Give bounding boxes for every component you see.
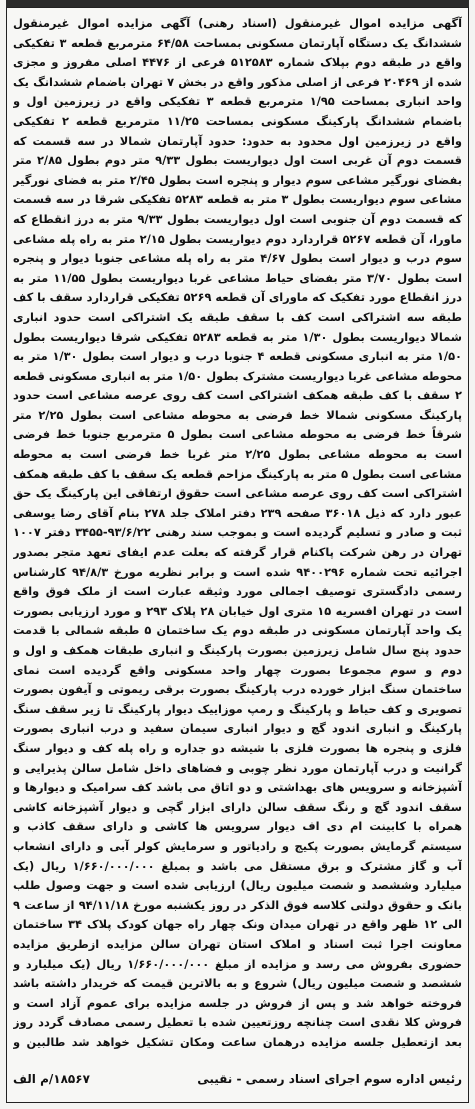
auction-notice-frame	[6, 7, 469, 1103]
auction-notice-body: آگهی مزایده اموال غیرمنقول (اسناد رهنی) آگهی مزایده اموال غیرمنقول ششدانگ یک دستگاه آپارتمان مسکونی بمساحت ۶۴/۵۸ مترمربع قطعه ۳ تفکیکی واقع در طبقه دوم بپلاک شماره ۵۱۲۵۸۳ فرعی از ۴۴۷۶ اصلی مفروز و مجزی شده از ۲۰۴۶۹ فرعی از اصلی مذکور واقع در بخش ۷ تهران باضمام ششدانگ یک واحد انباری بمساحت ۱/۹۵ مترمربع قطعه ۳ تفکیکی واقع در زیرزمین اول و باضمام ششدانگ پارکینگ مسکونی بمساحت ۱۱/۲۵ مترمربع قطعه ۲ تفکیکی واقع در زیرزمین اول محدود به حدود: حدود آپارتمان شمالا در سه قسمت که قسمت دوم آن غربی است اول دیواریست بطول ۹/۳۳ متر دوم بطول ۲/۸۵ متر بفضای نورگیر مشاعی سوم دیوار و پنجره است بطول ۲/۴۵ متر به فضای نورگیر مشاعی سوم دیواریست بطول ۳ متر به قطعه ۵۲۸۳ تفکیکی شرقا در سه قسمت که قسمت دوم آن جنوبی است اول دیواریست بطول ۹/۳۳ متر به درز انقطاع که ماورا، آن قطعه ۵۲۶۷ قراردارد دوم دیواریست بطول ۲/۱۵ متر به راه پله مشاعی سوم درب و دیوار است بطول ۴/۶۷ متر به راه پله مشاعی جنوبا دیوار و پنجره است بطول ۳/۷۰ متر بفضای حیاط مشاعی غربا دیواریست بطول ۱۱/۵۵ متر به درز انقطاع مورد تفکیک که ماورای آن قطعه ۵۲۶۹ تفکیکی قراردارد سقف با کف طبقه سه اشتراکی است کف با سقف طبقه یک اشتراکی است حدود انباری شمالا دیواریست بطول ۱/۳۰ متر به قطعه ۵۲۸۳ تفکیکی شرقا دیواریست بطول ۱/۵۰ متر به انباری مسکونی قطعه ۴ جنوبا درب و دیوار است بطول ۱/۳۰ متر به محوطه مشاعی غربا دیواریست مشترک بطول ۱/۵۰ متر به انباری مسکونی قطعه ۲ سقف با کف طبقه همکف اشتراکی است کف روی عرصه مشاعی است حدود پارکینگ مسکونی شمالا خط فرضی به محوطه مشاعی است بطول ۲/۲۵ متر شرقاً خط فرضی به محوطه مشاعی است بطول ۵ مترمربع جنوبا خط فرضی است به محوطه مشاعی بطول ۲/۲۵ متر غربا خط فرضی است به محوطه مشاعی است بطول ۵ متر به پارکینگ مزاحم قطعه یک سقف با کف طبقه همکف اشتراکی است کف روی عرصه مشاعی است حقوق ارتفاقی این پارکینگ یک حق عبور دارد که ذیل ۳۶۰۱۸ صفحه ۲۳۹ دفتر املاک جلد ۲۷۸ بنام آقای رضا یوسفی ثبت و صادر و تسلیم گردیده است و بموجب سند رهنی ۹۳/۶/۲۲-۳۴۵۵ دفتر ۱۰۰۷ تهران در رهن شرکت پاکنام قرار گرفته که بعلت عدم ایفای تعهد متجر بصدور اجرائیه تحت شماره ۹۴۰۰۲۹۶ شده است و برابر نظریه مورخ ۹۴/۸/۳ کارشناس رسمی دادگستری توصیف اجمالی مورد وثیقه عبارت است از ملک فوق واقع است در تهران افسریه ۱۵ متری اول خیابان ۲۸ پلاک ۲۹۳ و مورد ارزیابی بصورت یک واحد آپارتمان مسکونی در طبقه دوم یک ساختمان ۵ طبقه شمالی با قدمت حدود پنج سال شامل زیرزمین بصورت پارکینگ و انباری طبقات همکف و اول و دوم و سوم مجموعا بصورت چهار واحد مسکونی واقع گردیده است نمای ساختمان سنگ ابزار خورده درب پارکینگ بصورت برقی ریموتی و آیفون بصورت تصویری و کف حیاط و پارکینگ و رمپ موزاییک دیوار پارکینگ تا زیر سقف سنگ پارکینگ و انباری اندود گچ و دیوار انباری سیمان سفید و درب انباری بصورت فلزی و پنجره ها بصورت فلزی با شیشه دو جداره و راه پله کف و دیوار سنگ گرانیت و درب آپارتمان مورد نظر چوبی و فضاهای داخل شامل سالن پذیرایی و آشپزخانه و سرویس های بهداشتی و دو اتاق می باشد کف سرامیک و دیوارها و سقف اندود گچ و رنگ سقف سالن دارای ابزار گچی و دیوار آشپزخانه کاشی همراه با کابینت ام دی اف دیوار سرویس ها کاشی و دارای سقف کاذب و سیستم گرمایش بصورت پکیج و رادیاتور و سرمایش کولر آبی و دارای انشعاب آب و گاز مشترک و برق مستقل می باشد و بمبلغ ۱/۶۶۰/۰۰۰/۰۰۰ ریال (یک میلیارد وششصد و شصت میلیون ریال) ارزیابی شده است و جهت وصول طلب بانک و حقوق دولتی کلاسه فوق الذکر در روز یکشنبه مورخ ۹۴/۱۱/۱۸ از ساعت ۹ الی ۱۲ ظهر واقع در تهران میدان ونک چهار راه جهان کودک پلاک ۳۴ ساختمان معاونت اجرا ثبت اسناد و املاک استان تهران سالن مزایده ازطریق مزایده حضوری بفروش می رسد و مزایده از مبلغ ۱/۶۶۰/۰۰۰/۰۰۰ ریال (یک میلیارد و ششصد و شصت میلیون ریال) شروع و به بالاترین قیمت که خریدار داشته باشد فروخته خواهد شد و پس از فروش در جلسه مزایده برای عموم آزاد است و فروش کلا نقدی است چنانچه روزتعیین شده با تعطیل رسمی مصادف گردد روز بعد ازتعطیل جلسه مزایده درهمان ساعت ومکان تشکیل خواهد شد طالبین و	[13, 16, 462, 1049]
ad-reference-code: ۱۸۵۶۷/م الف	[13, 1072, 90, 1086]
auction-notice-footer	[13, 1070, 462, 1098]
issuer-signature: رئیس اداره سوم اجرای اسناد رسمی - نقیبی	[197, 1072, 462, 1086]
